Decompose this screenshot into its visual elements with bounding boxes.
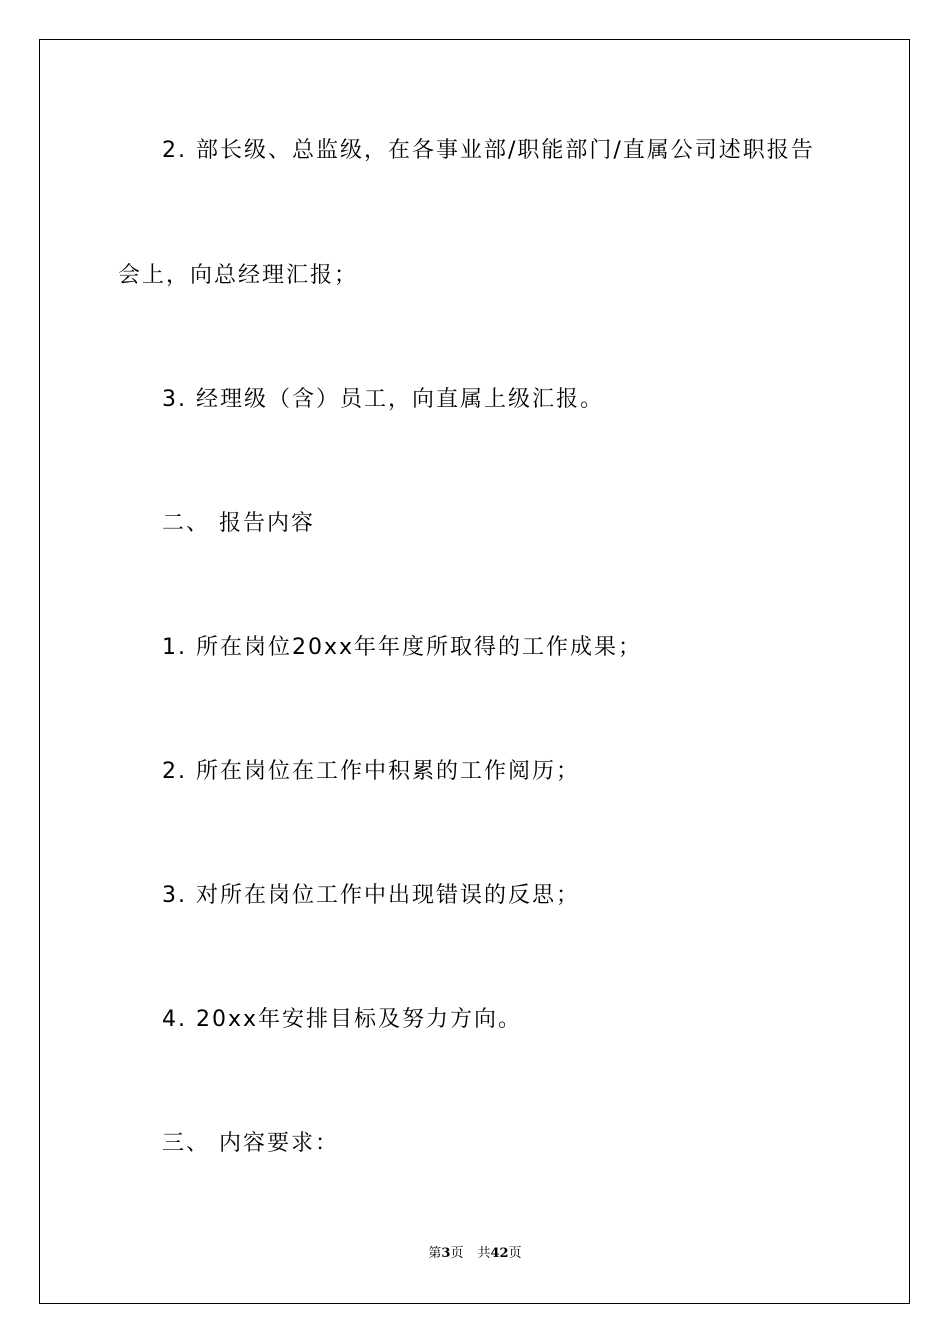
- list-item: 4. 20xx年安排目标及努力方向。: [162, 1007, 523, 1032]
- footer-page-number: 3: [441, 1246, 451, 1261]
- section-heading: 二、 报告内容: [162, 511, 315, 536]
- footer-total-suffix: 页: [508, 1246, 522, 1261]
- page-footer: [0, 1246, 950, 1262]
- footer-page-prefix: 第: [428, 1246, 442, 1261]
- paragraph-line: 会上，向总经理汇报；: [118, 263, 359, 288]
- footer-total-pages: 42: [490, 1246, 509, 1261]
- footer-page-suffix: 页: [450, 1246, 464, 1261]
- list-item: 1. 所在岗位20xx年年度所取得的工作成果；: [162, 635, 643, 660]
- footer-total-prefix: 共: [477, 1246, 491, 1261]
- paragraph-line: 2. 部长级、总监级，在各事业部/职能部门/直属公司述职报告: [162, 138, 815, 163]
- paragraph-line: 3. 经理级（含）员工，向直属上级汇报。: [162, 387, 604, 412]
- section-heading: 三、 内容要求：: [162, 1131, 339, 1156]
- list-item: 2. 所在岗位在工作中积累的工作阅历；: [162, 759, 580, 784]
- list-item: 3. 对所在岗位工作中出现错误的反思；: [162, 883, 580, 908]
- page-border: [39, 39, 910, 1304]
